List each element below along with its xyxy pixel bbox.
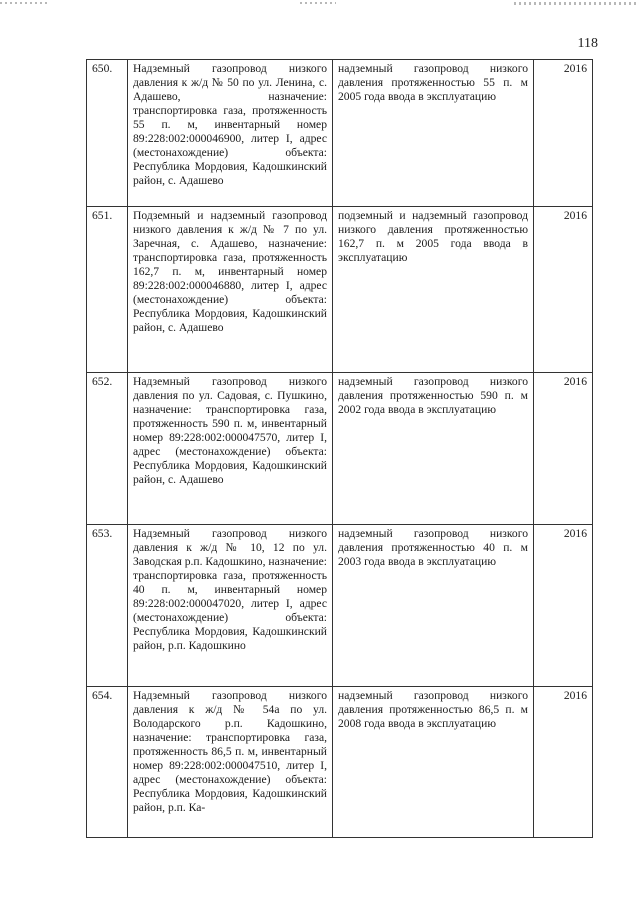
object-name: Надземный газопровод низкого давления по ул. Садовая, с. Пушкино, назначение: транспортировка газа, протяженность 590 п. м, инвентарный номер 89:228:002:000047570, литер I, адрес (местонахождение) объекта: Республика Мордовия, Кадошкинский район, с. Адашево: [128, 373, 333, 525]
property-registry-table: [86, 59, 593, 838]
registration-year: 2016: [534, 687, 593, 838]
row-number: 652.: [87, 373, 128, 525]
row-number: 653.: [87, 525, 128, 687]
table-row: [87, 373, 593, 525]
object-name: Подземный и надземный газопровод низкого давления к ж/д № 7 по ул. Заречная, с. Адашево, назначение: транспортировка газа, протяженность 162,7 п. м, инвентарный номер 89:228:002:000046880, литер I, адрес (местонахождение) объекта: Республика Мордовия, Кадошкинский район, с. Адашево: [128, 207, 333, 373]
row-number: 650.: [87, 60, 128, 207]
table-row: [87, 687, 593, 838]
table-row: [87, 60, 593, 207]
object-name: Надземный газопровод низкого давления к ж/д № 50 по ул. Ленина, с. Адашево, назначение: транспортировка газа, протяженность 55 п. м, инвентарный номер 89:228:002:000046900, литер I, адрес (местонахождение) объекта: Республика Мордовия, Кадошкинский район, с. Адашево: [128, 60, 333, 207]
registration-year: 2016: [534, 60, 593, 207]
object-description: подземный и надземный газопровод низкого давления протяженностью 162,7 п. м 2005 года ввода в эксплуатацию: [333, 207, 534, 373]
row-number: 651.: [87, 207, 128, 373]
scan-noise-left: [0, 2, 48, 4]
scan-noise-right: [514, 2, 636, 5]
scan-noise-mid: [300, 2, 336, 4]
object-name: Надземный газопровод низкого давления к ж/д № 10, 12 по ул. Заводская р.п. Кадошкино, назначение: транспортировка газа, протяженность 40 п. м, инвентарный номер 89:228:002:000047020, литер I, адрес (местонахождение) объекта: Республика Мордовия, Кадошкинский район, р.п. Кадошкино: [128, 525, 333, 687]
object-description: надземный газопровод низкого давления протяженностью 40 п. м 2003 года ввода в эксплуатацию: [333, 525, 534, 687]
table-row: [87, 207, 593, 373]
table-row: [87, 525, 593, 687]
registration-year: 2016: [534, 373, 593, 525]
object-name: Надземный газопровод низкого давления к ж/д № 54а по ул. Володарского р.п. Кадошкино, назначение: транспортировка газа, протяженность 86,5 п. м, инвентарный номер 89:228:002:000047510, литер I, адрес (местонахождение) объекта: Республика Мордовия, Кадошкинский район, р.п. Ка-: [128, 687, 333, 838]
page-number: 118: [577, 36, 598, 51]
registration-year: 2016: [534, 525, 593, 687]
object-description: надземный газопровод низкого давления протяженностью 55 п. м 2005 года ввода в эксплуатацию: [333, 60, 534, 207]
object-description: надземный газопровод низкого давления протяженностью 590 п. м 2002 года ввода в эксплуатацию: [333, 373, 534, 525]
registration-year: 2016: [534, 207, 593, 373]
object-description: надземный газопровод низкого давления протяженностью 86,5 п. м 2008 года ввода в эксплуатацию: [333, 687, 534, 838]
row-number: 654.: [87, 687, 128, 838]
